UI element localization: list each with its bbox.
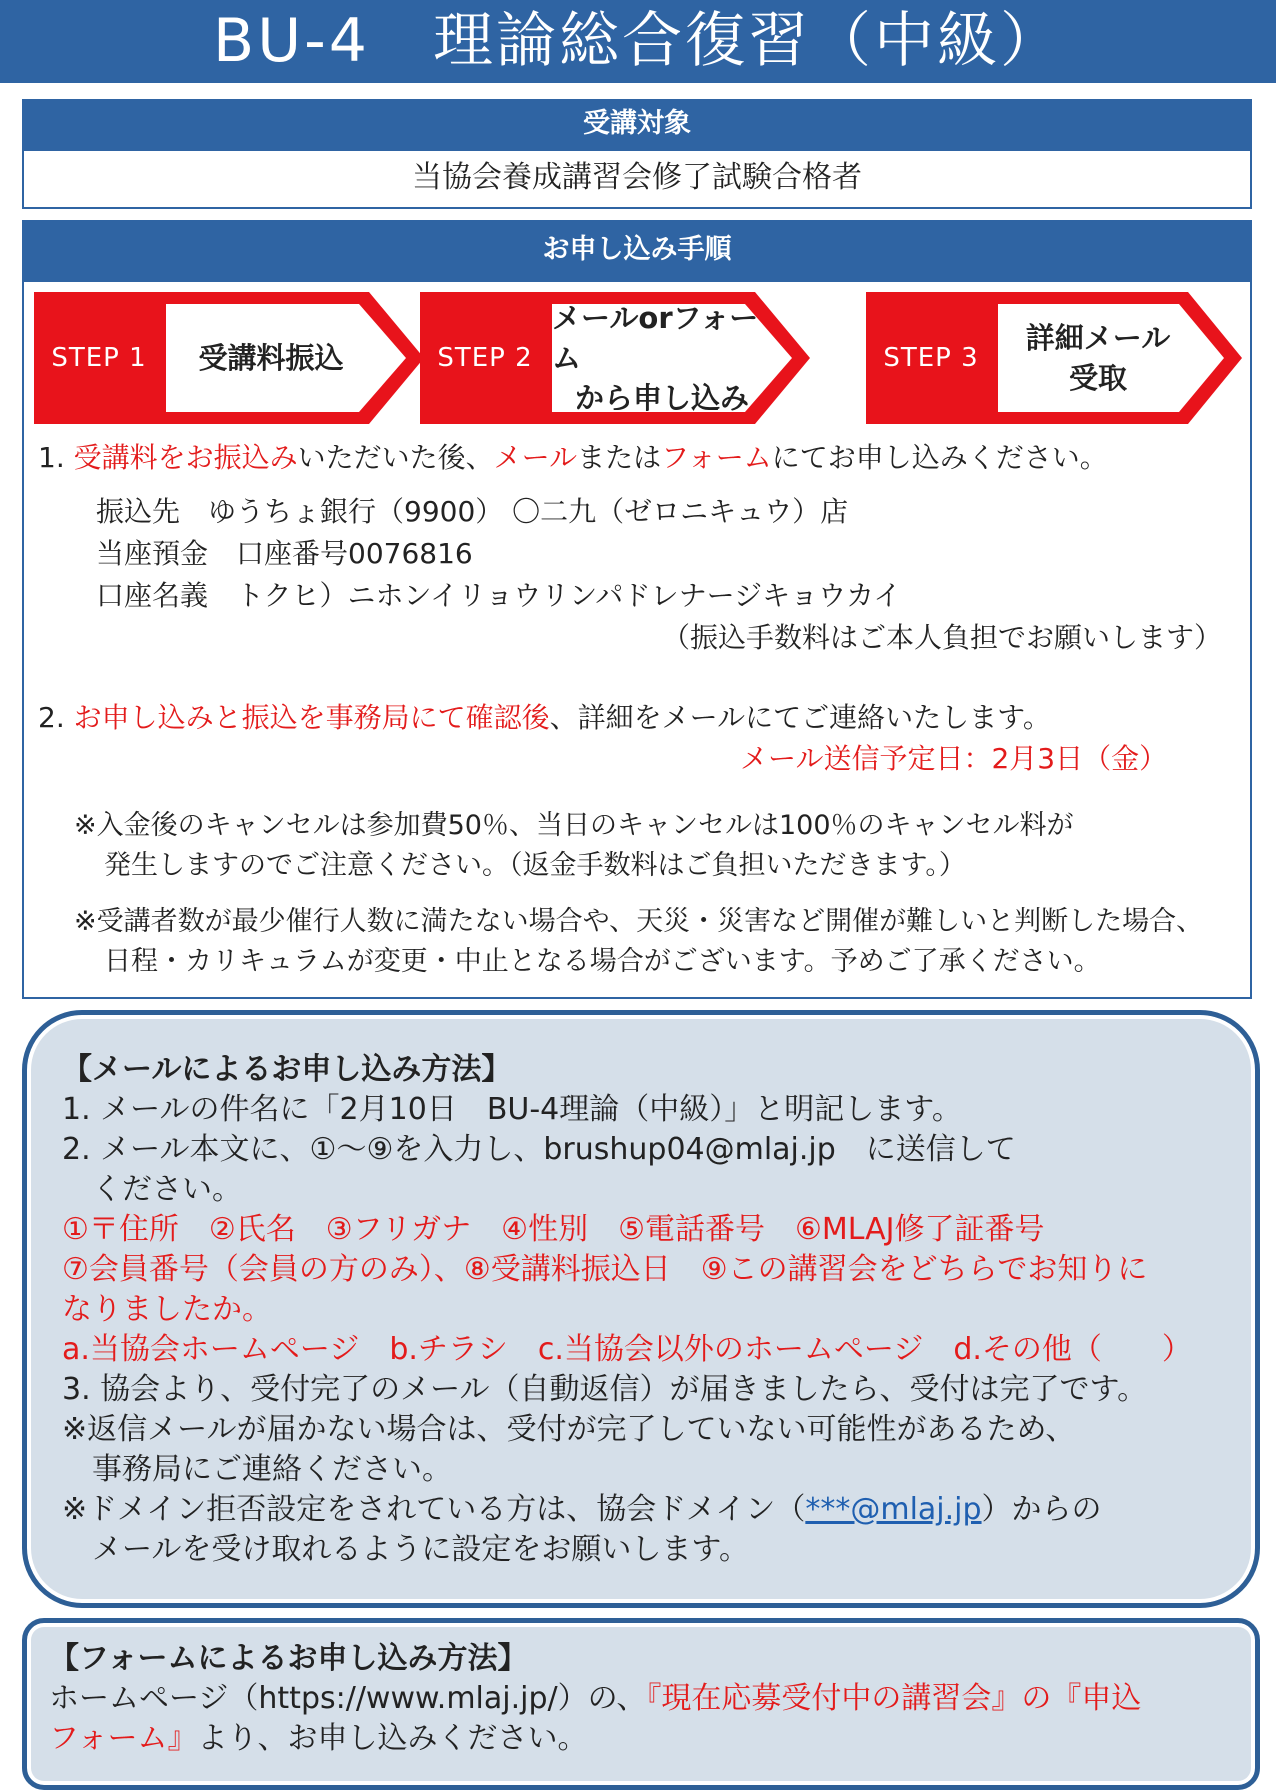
mail-note-2-text-b: ）からの [981,1492,1102,1527]
item-2-text: 、詳細をメールにてご連絡いたします。 [549,701,1051,734]
procedure-header: お申し込み手順 [22,220,1252,280]
step-3 [866,292,1246,424]
form-highlight-1: 『現在応募受付中の講習会』の『申込 [646,1681,1142,1716]
item-1-highlight-3: フォーム [661,441,772,474]
send-date: メール送信予定日：2月3日（金） [740,742,1168,775]
step-2-desc-line2: から申し込み [574,381,749,415]
mail-fields-1: ①〒住所 ②氏名 ③フリガナ ④性別 ⑤電話番号 ⑥MLAJ修了証番号 [62,1212,1045,1247]
step-2-desc-line1: メールorフォーム [552,301,759,375]
mail-application-content [62,1050,1192,1570]
mail-step-3: 3. 協会より、受付完了のメール（自動返信）が届きましたら、受付は完了です。 [62,1372,1148,1407]
procedure-item-2 [38,700,1051,736]
target-box [22,149,1252,209]
minimum-note-line-1: ※受講者数が最少催行人数に満たない場合や、天災・災害など開催が難しいと判断した場合、 [74,906,1204,937]
mail-step-2: 2. メール本文に、①～⑨を入力し、brushup04@mlaj.jp に送信して [62,1132,1016,1167]
item-1-highlight-2: メール [493,441,578,474]
mail-note-1: ※返信メールが届かない場合は、受付が完了していない可能性があるため、 [62,1412,1076,1447]
step-1-label: STEP 1 [51,343,147,373]
form-line-1 [49,1679,1141,1719]
bank-line-2: 当座預金 口座番号0076816 [96,537,473,570]
mail-heading: 【メールによるお申し込み方法】 [62,1052,512,1087]
step-3-desc [998,292,1198,424]
bank-line-3: 口座名義 トクヒ）ニホンイリョウリンパドレナージキョウカイ [96,579,902,612]
target-text: 当協会養成講習会修了試験合格者 [412,160,862,195]
bank-line-1: 振込先 ゆうちょ銀行（9900） 〇二九（ゼロニキュウ）店 [96,495,849,528]
item-1-text-2: または [577,441,662,474]
page-title: BU-4 理論総合復習（中級） [0,0,1276,83]
domain-link[interactable]: ***@mlaj.jp [805,1492,982,1527]
item-2-highlight: お申し込みと振込を事務局にて確認後 [73,701,550,734]
mail-note-2 [62,1490,1192,1530]
step-2-label: STEP 2 [437,343,533,373]
step-3-label: STEP 3 [883,343,979,373]
item-2-number: 2. [38,701,74,734]
mail-fields-2: ⑦会員番号（会員の方のみ）、⑧受講料振込日 ⑨この講習会をどちらでお知りに [62,1252,1148,1287]
mail-note-2-text-a: ※ドメイン拒否設定をされている方は、協会ドメイン（ [62,1492,806,1527]
form-application-content [49,1639,1141,1759]
cancel-note-line-2: 発生しますのでご注意ください。（返金手数料はご負担いただきます。） [104,850,966,881]
form-text-2: より、お申し込みください。 [197,1721,588,1756]
form-line-2 [49,1719,1141,1759]
item-1-text-3: にてお申し込みください。 [771,441,1108,474]
mail-note-2-cont: メールを受け取れるように設定をお願いします。 [62,1532,749,1567]
cancel-note-line-1: ※入金後のキャンセルは参加費50％、当日のキャンセルは100％のキャンセル料が [74,810,1074,841]
step-1-desc [166,292,376,424]
minimum-note-line-2: 日程・カリキュラムが変更・中止となる場合がございます。予めご了承ください。 [104,946,1101,977]
mail-step-1: 1. メールの件名に「2月10日 BU-4理論（中級）」と明記します。 [62,1092,962,1127]
mail-application-box [22,1010,1260,1608]
mail-fields-4: a.当協会ホームページ b.チラシ c.当協会以外のホームページ d.その他（ ） [62,1332,1192,1367]
step-3-desc-line2: 受取 [1068,361,1127,395]
step-2-desc [552,292,772,424]
item-1-text-1: いただいた後、 [297,441,494,474]
mail-step-2-cont: ください。 [62,1172,242,1207]
bank-fee-note: （振込手数料はご本人負担でお願いします） [662,621,1223,654]
target-header: 受講対象 [22,99,1252,149]
step-3-desc-line1: 詳細メール [1025,321,1171,355]
form-application-box [22,1618,1260,1790]
item-1-number: 1. [38,441,74,474]
procedure-item-1 [38,440,1108,476]
form-highlight-2: フォーム』 [49,1721,198,1756]
mail-note-1-cont: 事務局にご連絡ください。 [62,1452,452,1487]
step-1-desc-line1: 受講料振込 [198,341,344,375]
step-flow [34,292,1244,424]
form-text-1: ホームページ（https://www.mlaj.jp/）の、 [49,1681,647,1716]
step-1 [34,292,424,424]
form-heading: 【フォームによるお申し込み方法】 [49,1641,528,1676]
mail-fields-3: なりましたか。 [62,1292,272,1327]
item-1-highlight-1: 受講料をお振込み [73,441,298,474]
step-2 [420,292,810,424]
